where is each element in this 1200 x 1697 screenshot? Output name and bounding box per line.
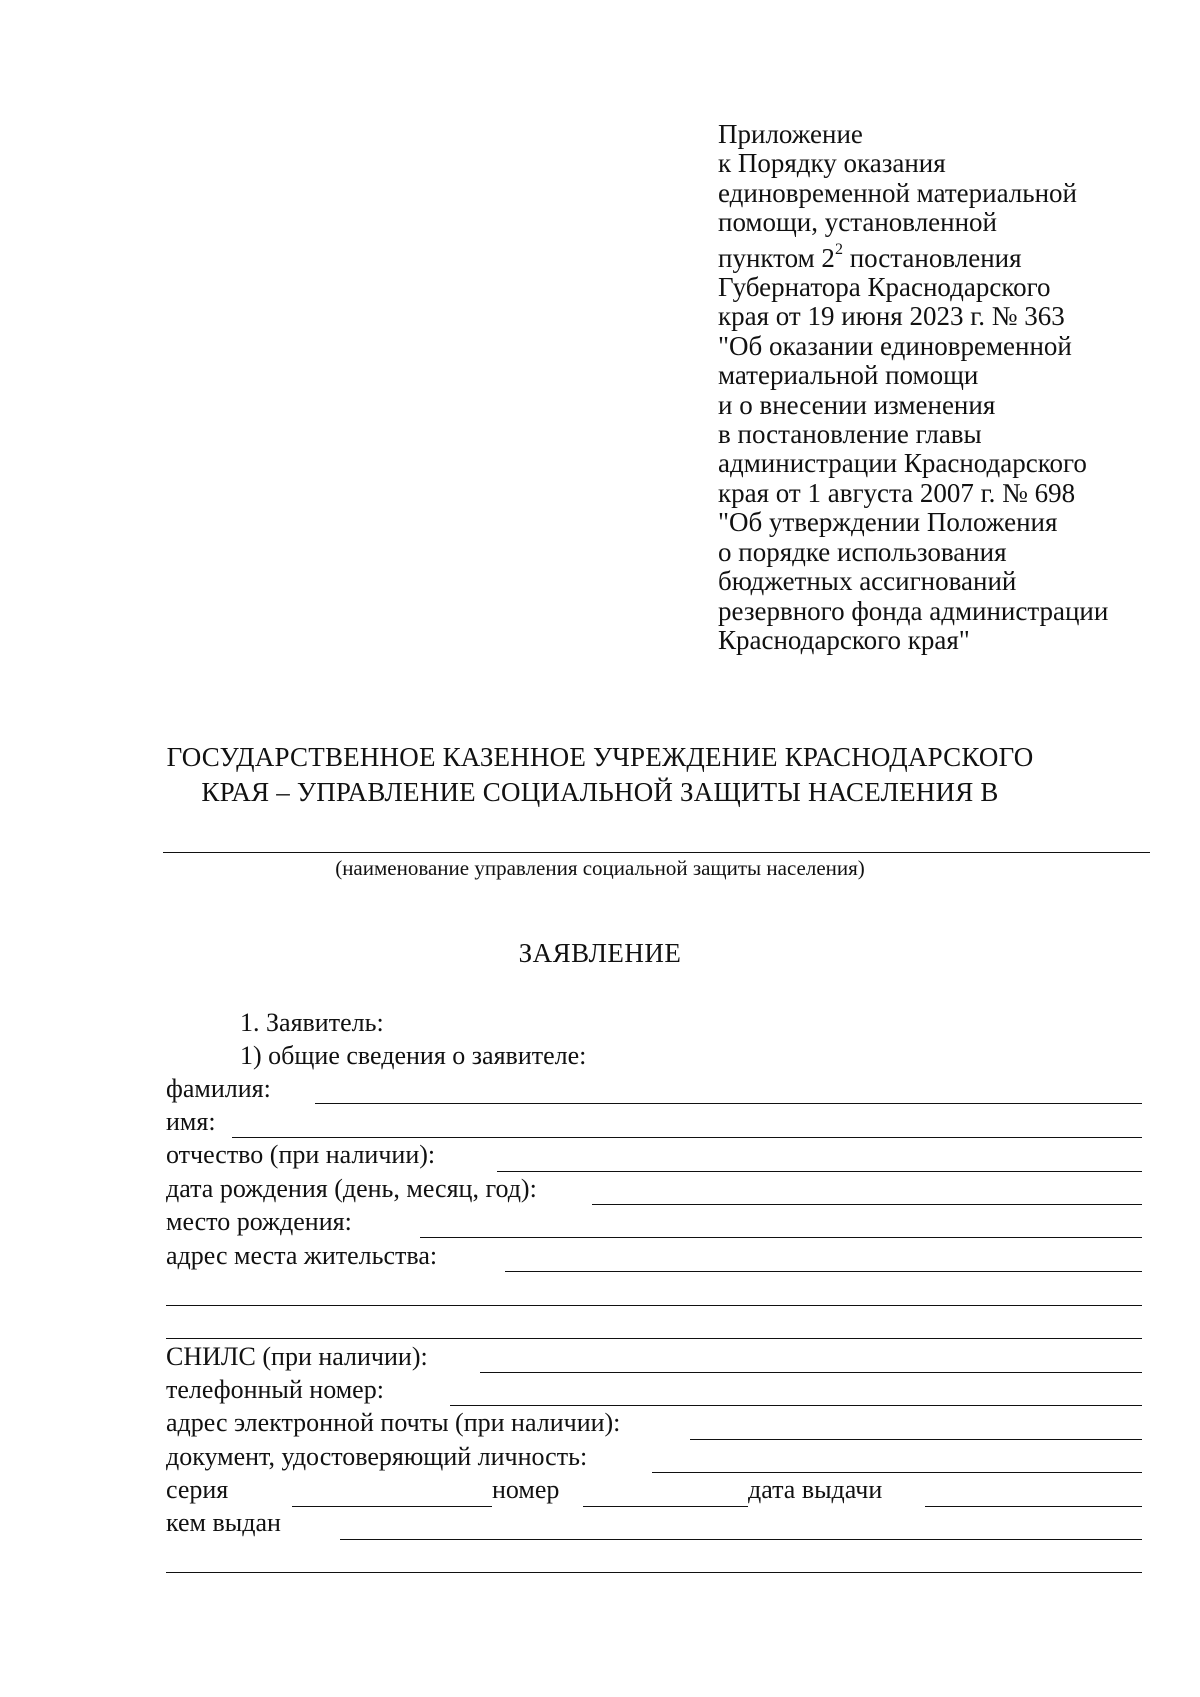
address-field-line-3[interactable] <box>166 1338 1142 1339</box>
birth-date-field[interactable] <box>592 1204 1142 1205</box>
patronymic-field[interactable] <box>497 1171 1142 1172</box>
organization-heading-line: КРАЯ – УПРАВЛЕНИЕ СОЦИАЛЬНОЙ ЗАЩИТЫ НАСЕЛЕНИЯ В <box>201 777 999 807</box>
issued-by-field[interactable] <box>340 1539 1142 1540</box>
organization-name-underline[interactable] <box>163 852 1150 853</box>
appendix-line: Губернатора Краснодарского <box>718 272 1051 303</box>
document-title: ЗАЯВЛЕНИЕ <box>518 938 682 968</box>
appendix-line: Приложение <box>718 119 863 149</box>
address-field[interactable] <box>505 1271 1142 1272</box>
appendix-line: о порядке использования <box>718 536 1007 567</box>
number-label: номер <box>492 1475 560 1504</box>
appendix-line: края от 1 августа 2007 г. № 698 <box>718 477 1076 508</box>
issue-date-label: дата выдачи <box>748 1475 883 1504</box>
subsection-heading: 1) общие сведения о заявителе: <box>240 1041 587 1070</box>
phone-field[interactable] <box>450 1405 1142 1406</box>
name-label: имя: <box>166 1107 216 1136</box>
appendix-line: и о внесении изменения <box>718 389 996 420</box>
issued-by-field-line-2[interactable] <box>166 1572 1142 1573</box>
issue-date-field[interactable] <box>925 1506 1142 1507</box>
appendix-line: Краснодарского края" <box>718 624 970 655</box>
appendix-line: бюджетных ассигнований <box>718 566 1017 597</box>
series-label: серия <box>166 1475 229 1504</box>
email-label: адрес электронной почты (при наличии): <box>166 1408 621 1437</box>
name-field[interactable] <box>232 1137 1142 1138</box>
birth-date-label: дата рождения (день, месяц, год): <box>166 1174 537 1203</box>
appendix-line <box>718 238 1108 273</box>
section-heading: 1. Заявитель: <box>240 1008 384 1037</box>
snils-field[interactable] <box>480 1372 1142 1373</box>
surname-field[interactable] <box>315 1103 1142 1104</box>
appendix-line: единовременной материальной <box>718 177 1077 208</box>
appendix-line: к Порядку оказания <box>718 148 946 179</box>
appendix-line: "Об оказании единовременной <box>718 330 1072 361</box>
email-field[interactable] <box>690 1439 1142 1440</box>
address-label: адрес места жительства: <box>166 1241 438 1270</box>
appendix-block <box>718 120 1108 655</box>
appendix-line-text: постановления <box>842 242 1022 273</box>
appendix-line: помощи, установленной <box>718 207 998 238</box>
superscript: 2 <box>834 240 843 258</box>
issued-by-label: кем выдан <box>166 1508 281 1537</box>
organization-name-caption: (наименование управления социальной защиты населения) <box>335 856 865 880</box>
appendix-line: края от 19 июня 2023 г. № 363 <box>718 301 1065 332</box>
birth-place-field[interactable] <box>420 1237 1142 1238</box>
appendix-line-text: пунктом 2 <box>718 242 835 273</box>
phone-label: телефонный номер: <box>166 1375 384 1404</box>
appendix-line: материальной помощи <box>718 360 979 391</box>
snils-label: СНИЛС (при наличии): <box>166 1342 428 1371</box>
id-document-label: документ, удостоверяющий личность: <box>166 1442 588 1471</box>
appendix-line: администрации Краснодарского <box>718 448 1087 479</box>
organization-heading-line: ГОСУДАРСТВЕННОЕ КАЗЕННОЕ УЧРЕЖДЕНИЕ КРАСНОДАРСКОГО <box>166 742 1034 772</box>
address-field-line-2[interactable] <box>166 1305 1142 1306</box>
number-field[interactable] <box>583 1506 748 1507</box>
surname-label: фамилия: <box>166 1074 271 1103</box>
id-document-field[interactable] <box>652 1472 1142 1473</box>
appendix-line: "Об утверждении Положения <box>718 507 1058 538</box>
appendix-line: резервного фонда администрации <box>718 595 1109 626</box>
patronymic-label: отчество (при наличии): <box>166 1140 436 1169</box>
birth-place-label: место рождения: <box>166 1207 352 1236</box>
appendix-line: в постановление главы <box>718 419 982 450</box>
series-field[interactable] <box>292 1506 492 1507</box>
